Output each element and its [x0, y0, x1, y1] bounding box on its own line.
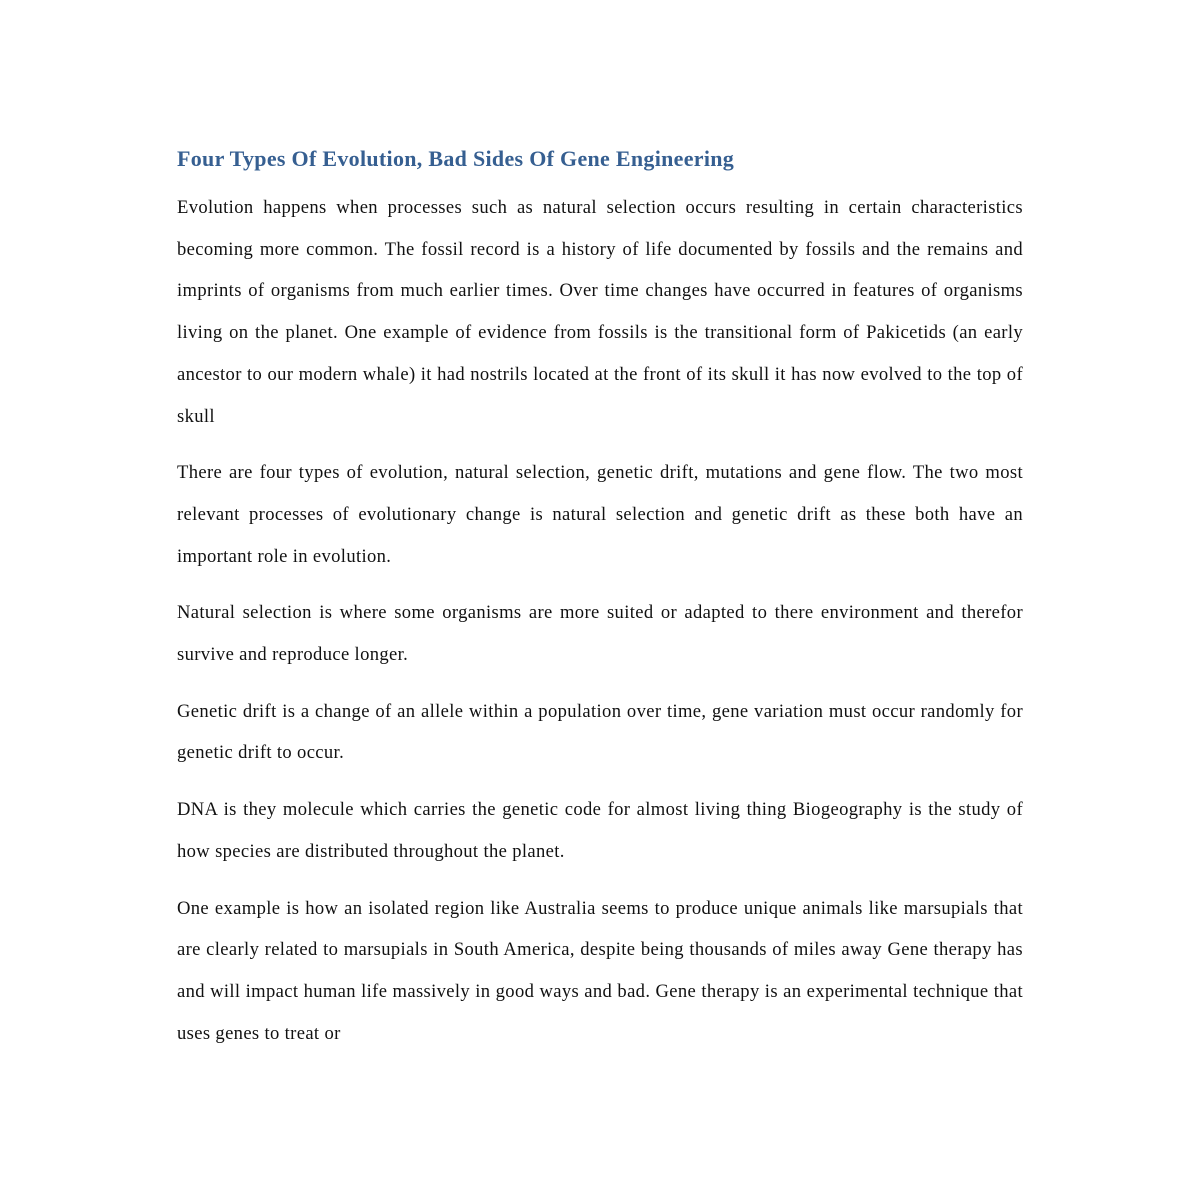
paragraph-natural-selection: Natural selection is where some organisms are more suited or adapted to there environment and therefor survive and reproduce longer. [177, 602, 1023, 666]
paragraph-dna-biogeography: DNA is they molecule which carries the genetic code for almost living thing Biogeography is the study of how species are distributed throughout the planet. [177, 799, 1023, 862]
paragraph-genetic-drift: Genetic drift is a change of an allele within a population over time, gene variation must occur randomly for genetic drift to occur. [177, 700, 1023, 764]
paragraph-fossil-record: Evolution happens when processes such as natural selection occurs resulting in certain characteristics becoming more common. The fossil record is a history of life documented by fossils and the remains and imprints of organisms from much earlier times. Over time changes have occurred in features of organisms living on the planet. One example of evidence from fossils is the transitional form of Pakicetids (an early ancestor to our modern whale) it had nostrils located at the front of its skull it has now evolved to the top of skull [177, 197, 1023, 427]
paragraph-australia-gene-therapy: One example is how an isolated region like Australia seems to produce unique animals like marsupials that are clearly related to marsupials in South America, despite being thousands of miles away Gene therapy has and will impact human life massively in good ways and bad. Gene therapy is an experimental technique that uses genes to treat or [177, 897, 1023, 1044]
document-title: Four Types Of Evolution, Bad Sides Of Gene Engineering [177, 146, 735, 171]
paragraph-four-types: There are four types of evolution, natural selection, genetic drift, mutations and gene flow. The two most relevant processes of evolutionary change is natural selection and genetic drift as these both have an important role in evolution. [177, 462, 1023, 567]
document-body [177, 143, 1023, 1069]
